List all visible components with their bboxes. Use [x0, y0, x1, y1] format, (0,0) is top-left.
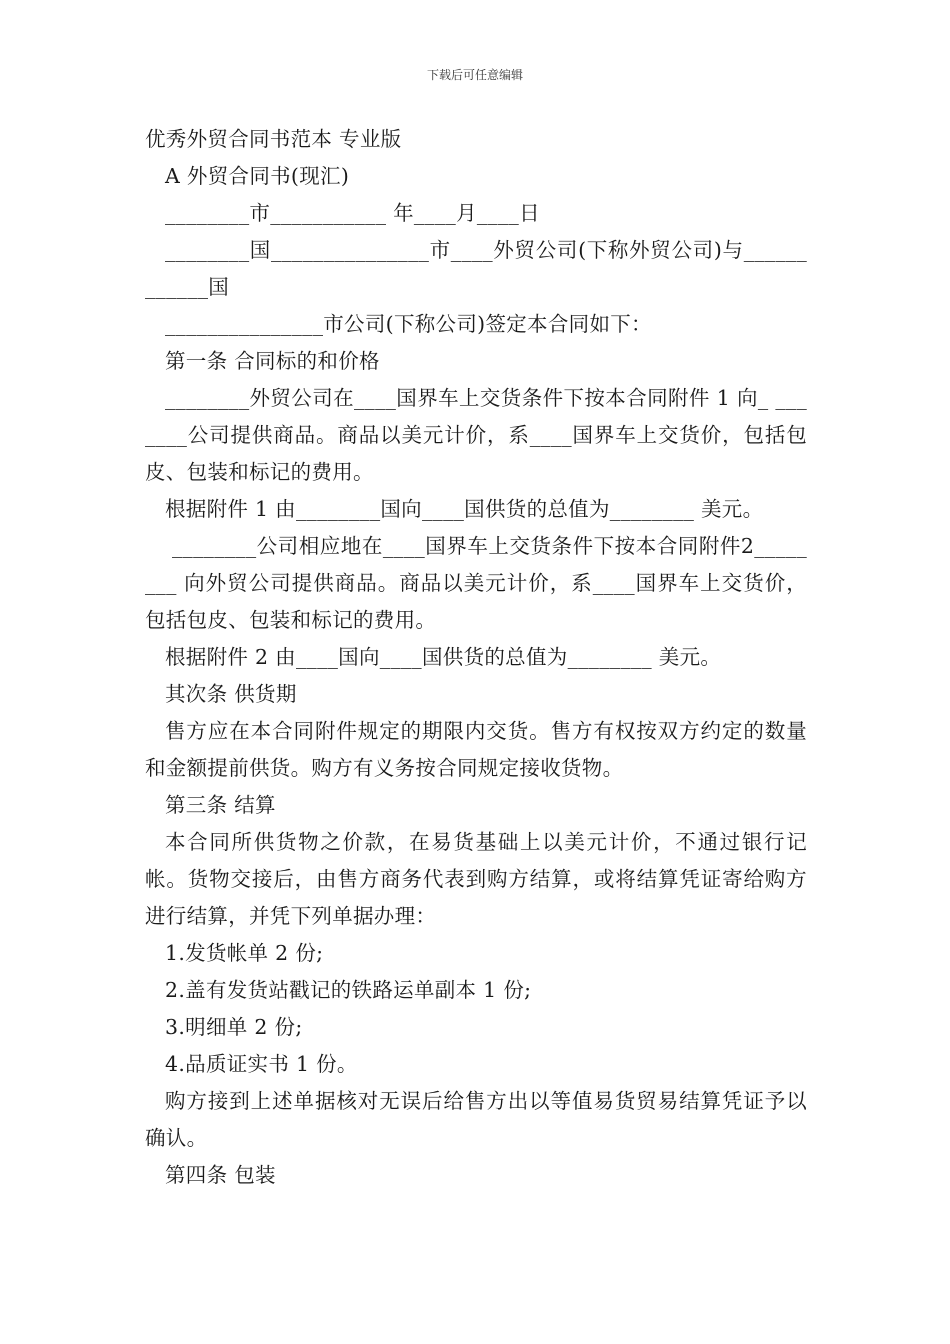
document-title: 优秀外贸合同书范本 专业版	[145, 127, 402, 151]
article-paragraph: 本合同所供货物之价款，在易货基础上以美元计价，不通过银行记帐。货物交接后，由售方商务代表到购方结算，或将结算凭证寄给购方进行结算，并凭下列单据办理：	[145, 830, 807, 928]
article-paragraph: 购方接到上述单据核对无误后给售方出以等值易货贸易结算凭证予以确认。	[145, 1089, 807, 1150]
document-body	[145, 121, 807, 1194]
article-heading: 第一条 合同标的和价格	[165, 349, 380, 373]
article-paragraph: 根据附件 1 由________国向____国供货的总值为________ 美元。	[165, 497, 764, 521]
contract-place-date: ________市___________ 年____月____日	[165, 201, 540, 225]
article-paragraph: ________公司相应地在____国界车上交货条件下按本合同附件2________ 向外贸公司提供商品。商品以美元计价，系____国界车上交货价，包括包皮、包装和标记的费用。	[145, 534, 807, 632]
article-paragraph: 售方应在本合同附件规定的期限内交货。售方有权按双方约定的数量和金额提前供货。购方有义务按合同规定接收货物。	[145, 719, 807, 780]
contract-parties: ________国_______________市____外贸公司(下称外贸公司)与____________国	[145, 238, 807, 299]
page-header: 下载后可任意编辑	[426, 68, 523, 82]
list-item: 3.明细单 2 份;	[165, 1015, 303, 1039]
article-paragraph: ________外贸公司在____国界车上交货条件下按本合同附件 1 向_ _______公司提供商品。商品以美元计价，系____国界车上交货价，包括包皮、包装和标记的费用。	[145, 386, 807, 484]
article-heading: 第三条 结算	[165, 793, 276, 817]
article-heading: 其次条 供货期	[165, 682, 297, 706]
article-heading: 第四条 包装	[165, 1163, 276, 1187]
list-item: 4.品质证实书 1 份。	[165, 1052, 358, 1076]
contract-subtitle: A 外贸合同书(现汇)	[165, 164, 350, 188]
list-item: 2.盖有发货站戳记的铁路运单副本 1 份;	[165, 978, 532, 1002]
list-item: 1.发货帐单 2 份;	[165, 941, 324, 965]
article-paragraph: 根据附件 2 由____国向____国供货的总值为________ 美元。	[165, 645, 722, 669]
contract-parties-cont: _______________市公司(下称公司)签定本合同如下：	[165, 312, 652, 336]
